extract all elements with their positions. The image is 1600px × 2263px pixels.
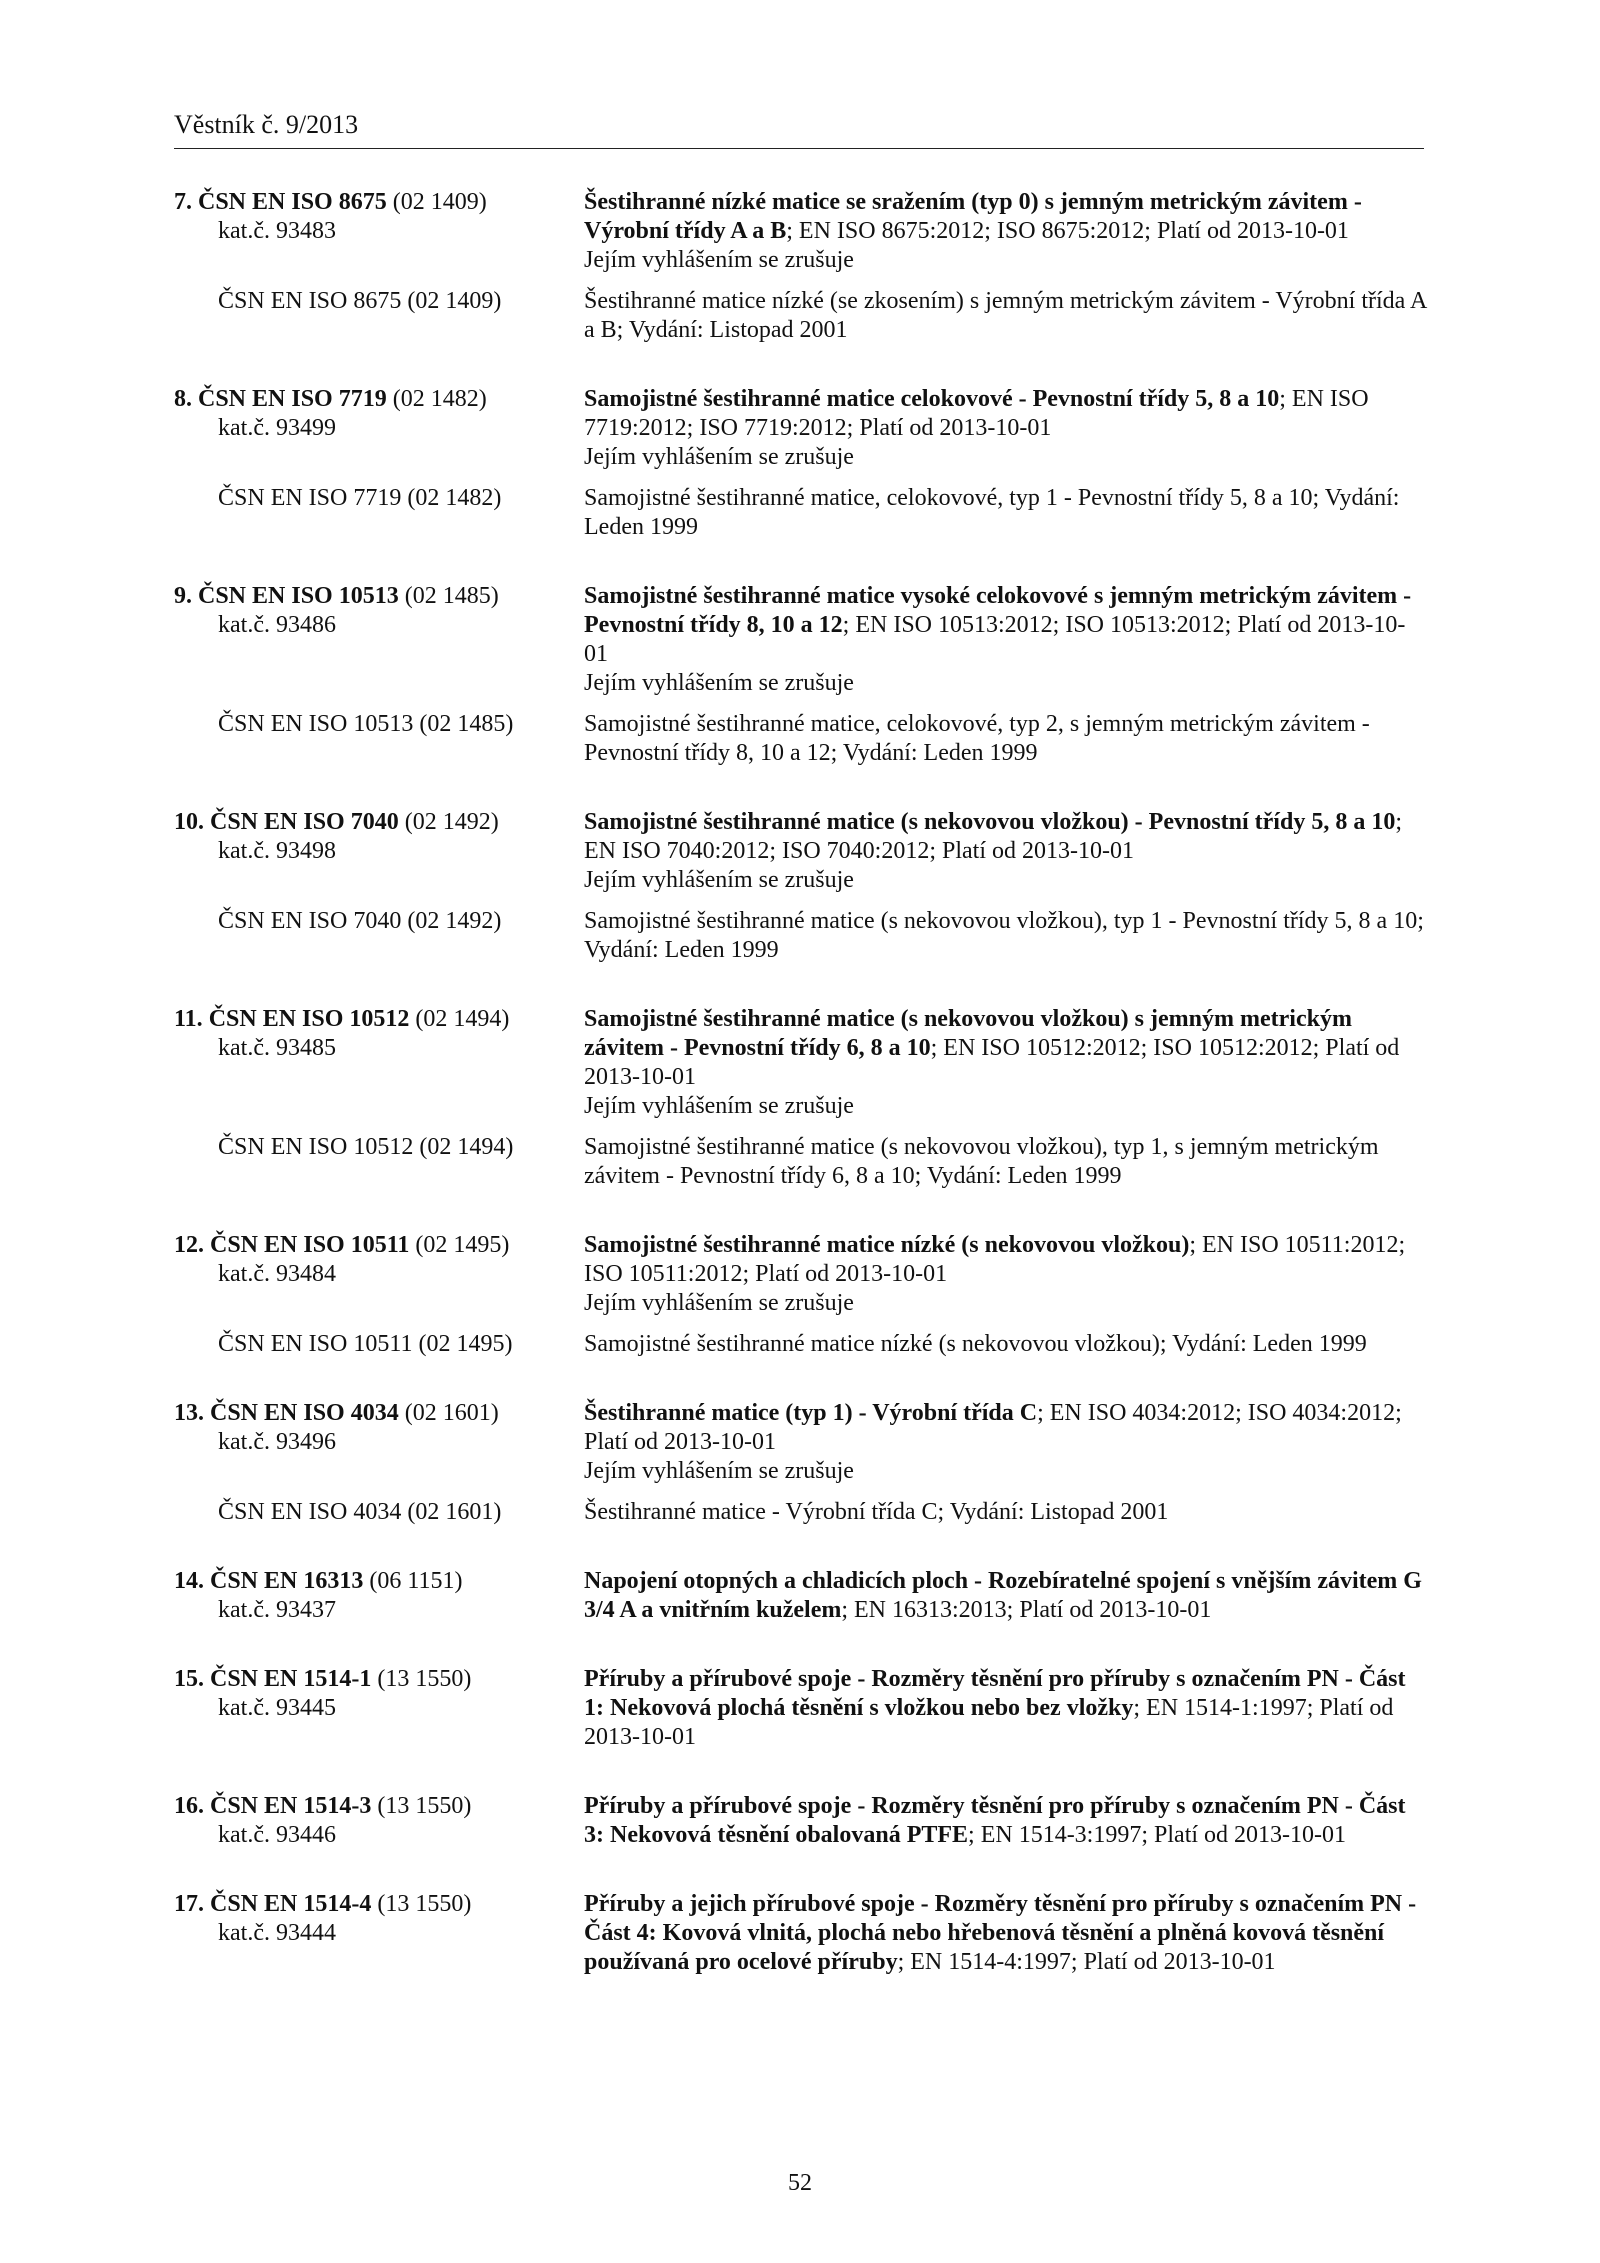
standard-entry: [174, 188, 1436, 345]
standard-entry: [174, 1005, 1436, 1191]
catalog-number: kat.č. 93437: [218, 1597, 336, 1623]
standard-entry: [174, 582, 1436, 768]
replaced-standard-title: Šestihranné matice - Výrobní třída C; Vydání: Listopad 2001: [584, 1499, 1169, 1525]
replaced-standard-code: ČSN EN ISO 4034 (02 1601): [218, 1499, 502, 1525]
replaced-standard-title: Samojistné šestihranné matice, celokovové, typ 1 - Pevnostní třídy 5, 8 a 10; Vydání: Leden 1999: [584, 485, 1400, 540]
standard-title: Napojení otopných a chladicích ploch - Rozebíratelné spojení s vnějším závitem G 3/4 A a vnitřním kuželem; EN 16313:2013; Platí od 2013-10-01: [584, 1568, 1422, 1623]
standard-designation: 12. ČSN EN ISO 10511 (02 1495) kat.č. 93484: [174, 1232, 510, 1287]
standard-entry: [174, 385, 1436, 542]
replaced-standard-title: Samojistné šestihranné matice, celokovové, typ 2, s jemným metrickým závitem - Pevnostní třídy 8, 10 a 12; Vydání: Leden 1999: [584, 711, 1370, 766]
classification-number: (02 1485): [404, 583, 499, 609]
standard-designation: 7. ČSN EN ISO 8675 (02 1409) kat.č. 93483: [174, 189, 487, 244]
classification-number: (02 1601): [404, 1400, 499, 1426]
catalog-number: kat.č. 93445: [218, 1695, 336, 1721]
standard-designation: 16. ČSN EN 1514-3 (13 1550) kat.č. 93446: [174, 1793, 472, 1848]
replaced-standard-code: ČSN EN ISO 7719 (02 1482): [218, 485, 502, 511]
replaced-standard-title: Samojistné šestihranné matice (s nekovovou vložkou), typ 1 - Pevnostní třídy 5, 8 a 10; Vydání: Leden 1999: [584, 908, 1424, 963]
standard-title: Příruby a přírubové spoje - Rozměry těsnění pro příruby s označením PN - Část 1: Nekovová plochá těsnění s vložkou nebo bez vložky; EN 1514-1:1997; Platí od 2013-10-01: [584, 1666, 1406, 1750]
catalog-number: kat.č. 93444: [218, 1920, 336, 1946]
cancellation-note: Jejím vyhlášením se zrušuje: [584, 867, 854, 893]
standard-designation: 8. ČSN EN ISO 7719 (02 1482) kat.č. 93499: [174, 386, 487, 441]
standard-designation: 17. ČSN EN 1514-4 (13 1550) kat.č. 93444: [174, 1891, 472, 1946]
standard-code: ČSN EN ISO 10513: [198, 583, 399, 609]
standard-title: Šestihranné matice (typ 1) - Výrobní třída C; EN ISO 4034:2012; ISO 4034:2012; Platí od 2013-10-01 Jejím vyhlášením se zrušuje: [584, 1400, 1402, 1484]
cancellation-note: Jejím vyhlášením se zrušuje: [584, 444, 854, 470]
standard-code: ČSN EN ISO 4034: [210, 1400, 399, 1426]
standards-list: [174, 188, 1436, 2017]
standard-title: Samojistné šestihranné matice (s nekovovou vložkou) - Pevnostní třídy 5, 8 a 10; EN ISO 7040:2012; ISO 7040:2012; Platí od 2013-10-01 Jejím vyhlášením se zrušuje: [584, 809, 1402, 893]
replaced-standard-code: ČSN EN ISO 10511 (02 1495): [218, 1331, 513, 1357]
standard-code: ČSN EN ISO 10511: [210, 1232, 410, 1258]
classification-number: (13 1550): [377, 1793, 472, 1819]
classification-number: (02 1482): [392, 386, 487, 412]
standard-title: Příruby a jejich přírubové spoje - Rozměry těsnění pro příruby s označením PN - Část 4: Kovová vlnitá, plochá nebo hřebenová těsnění a plněná kovová těsnění používaná pro ocelové příruby; EN 1514-4:1997; Platí od 2013-10-01: [584, 1891, 1417, 1975]
page-header: [174, 110, 1424, 149]
classification-number: (02 1495): [415, 1232, 510, 1258]
cancellation-note: Jejím vyhlášením se zrušuje: [584, 247, 854, 273]
catalog-number: kat.č. 93486: [218, 612, 336, 638]
standard-designation: 10. ČSN EN ISO 7040 (02 1492) kat.č. 93498: [174, 809, 499, 864]
standard-code: ČSN EN ISO 7719: [198, 386, 387, 412]
replaced-standard-code: ČSN EN ISO 7040 (02 1492): [218, 908, 502, 934]
replaced-standard-title: Samojistné šestihranné matice (s nekovovou vložkou), typ 1, s jemným metrickým závitem - Pevnostní třídy 6, 8 a 10; Vydání: Leden 1999: [584, 1134, 1379, 1189]
replaced-standard-code: ČSN EN ISO 10513 (02 1485): [218, 711, 514, 737]
bulletin-title: Věstník č. 9/2013: [174, 110, 359, 139]
standard-title: Samojistné šestihranné matice vysoké celokovové s jemným metrickým závitem - Pevnostní třídy 8, 10 a 12; EN ISO 10513:2012; ISO 10513:2012; Platí od 2013-10-01 Jejím vyhlášením se zrušuje: [584, 583, 1412, 696]
replaced-standard-code: ČSN EN ISO 8675 (02 1409): [218, 288, 502, 314]
replaced-standard-title: Šestihranné matice nízké (se zkosením) s jemným metrickým závitem - Výrobní třída A a B; Vydání: Listopad 2001: [584, 288, 1427, 343]
catalog-number: kat.č. 93499: [218, 415, 336, 441]
standard-entry: [174, 1399, 1436, 1527]
standard-designation: 9. ČSN EN ISO 10513 (02 1485) kat.č. 93486: [174, 583, 499, 638]
catalog-number: kat.č. 93484: [218, 1261, 336, 1287]
standard-code: ČSN EN ISO 10512: [208, 1006, 410, 1032]
catalog-number: kat.č. 93498: [218, 838, 336, 864]
classification-number: (13 1550): [377, 1891, 472, 1917]
catalog-number: kat.č. 93485: [218, 1035, 336, 1061]
catalog-number: kat.č. 93483: [218, 218, 336, 244]
standard-entry: [174, 1665, 1436, 1752]
standard-entry: [174, 1890, 1436, 1977]
classification-number: (02 1492): [404, 809, 499, 835]
standard-entry: [174, 1567, 1436, 1625]
cancellation-note: Jejím vyhlášením se zrušuje: [584, 1458, 854, 1484]
catalog-number: kat.č. 93446: [218, 1822, 336, 1848]
standard-code: ČSN EN ISO 7040: [210, 809, 399, 835]
page-number: 52: [788, 2170, 812, 2196]
standard-designation: 13. ČSN EN ISO 4034 (02 1601) kat.č. 93496: [174, 1400, 499, 1455]
cancellation-note: Jejím vyhlášením se zrušuje: [584, 670, 854, 696]
classification-number: (02 1494): [415, 1006, 510, 1032]
standard-entry: [174, 808, 1436, 965]
classification-number: (06 1151): [369, 1568, 463, 1594]
standard-entry: [174, 1792, 1436, 1850]
classification-number: (02 1409): [392, 189, 487, 215]
cancellation-note: Jejím vyhlášením se zrušuje: [584, 1093, 854, 1119]
standard-title: Příruby a přírubové spoje - Rozměry těsnění pro příruby s označením PN - Část 3: Nekovová těsnění obalovaná PTFE; EN 1514-3:1997; Platí od 2013-10-01: [584, 1793, 1406, 1848]
standard-title: Samojistné šestihranné matice (s nekovovou vložkou) s jemným metrickým závitem - Pevnostní třídy 6, 8 a 10; EN ISO 10512:2012; ISO 10512:2012; Platí od 2013-10-01 Jejím vyhlášením se zrušuje: [584, 1006, 1400, 1119]
replaced-standard-code: ČSN EN ISO 10512 (02 1494): [218, 1134, 514, 1160]
classification-number: (13 1550): [377, 1666, 472, 1692]
standard-designation: 14. ČSN EN 16313 (06 1151) kat.č. 93437: [174, 1568, 463, 1623]
standard-designation: 11. ČSN EN ISO 10512 (02 1494) kat.č. 93485: [174, 1006, 510, 1061]
standard-code: ČSN EN 16313: [210, 1568, 364, 1594]
cancellation-note: Jejím vyhlášením se zrušuje: [584, 1290, 854, 1316]
standard-code: ČSN EN 1514-3: [210, 1793, 372, 1819]
standard-title: Samojistné šestihranné matice nízké (s nekovovou vložkou); EN ISO 10511:2012; ISO 10511:2012; Platí od 2013-10-01 Jejím vyhlášením se zrušuje: [584, 1232, 1406, 1316]
standard-title: Samojistné šestihranné matice celokovové - Pevnostní třídy 5, 8 a 10; EN ISO 7719:2012; ISO 7719:2012; Platí od 2013-10-01 Jejím vyhlášením se zrušuje: [584, 386, 1369, 470]
standard-entry: [174, 1231, 1436, 1359]
standard-title: Šestihranné nízké matice se sražením (typ 0) s jemným metrickým závitem - Výrobní třídy A a B; EN ISO 8675:2012; ISO 8675:2012; Platí od 2013-10-01 Jejím vyhlášením se zrušuje: [584, 189, 1362, 273]
replaced-standard-title: Samojistné šestihranné matice nízké (s nekovovou vložkou); Vydání: Leden 1999: [584, 1331, 1367, 1357]
standard-code: ČSN EN 1514-4: [210, 1891, 372, 1917]
standard-code: ČSN EN 1514-1: [210, 1666, 372, 1692]
standard-code: ČSN EN ISO 8675: [198, 189, 387, 215]
standard-designation: 15. ČSN EN 1514-1 (13 1550) kat.č. 93445: [174, 1666, 472, 1721]
catalog-number: kat.č. 93496: [218, 1429, 336, 1455]
